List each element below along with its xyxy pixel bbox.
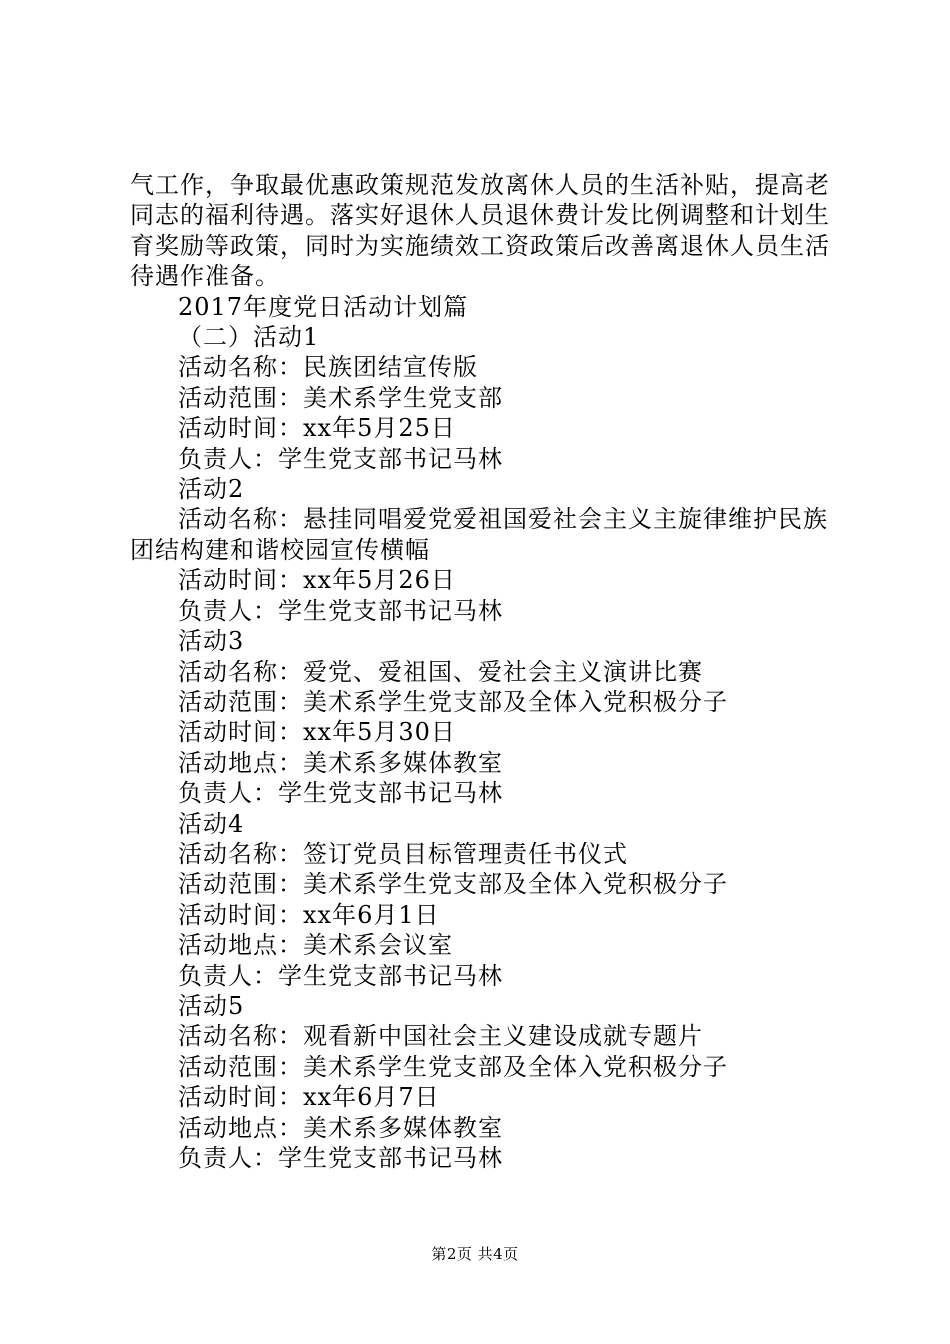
- activity-owner: 负责人：学生党支部书记马林: [178, 961, 503, 990]
- activity-time: 活动时间：xx年6月1日: [178, 900, 440, 929]
- activity-heading: 活动4: [178, 809, 245, 838]
- paragraph-continuation: 气工作，争取最优惠政策规范发放离休人员的生活补贴，提高老同志的福利待遇。落实好退休人员退休费计发比例调整和计划生育奖励等政策，同时为实施绩效工资政策后改善离退休人员生活待遇作准备。: [130, 171, 830, 291]
- page-footer: [0, 1244, 950, 1264]
- activity-time: 活动时间：xx年5月25日: [178, 414, 456, 443]
- activity-owner: 负责人：学生党支部书记马林: [178, 779, 503, 808]
- activity-name: 活动名称：签订党员目标管理责任书仪式: [178, 839, 628, 868]
- page-number: 第2页 共4页: [431, 1245, 519, 1263]
- activity-owner: 负责人：学生党支部书记马林: [178, 596, 503, 625]
- document-body: [130, 170, 830, 1173]
- activity-name: 活动名称：民族团结宣传版: [178, 353, 478, 382]
- activity-scope: 活动范围：美术系学生党支部: [178, 383, 503, 412]
- activity-location: 活动地点：美术系多媒体教室: [178, 748, 503, 777]
- activity-heading: （二）活动1: [178, 323, 320, 352]
- activity-time: 活动时间：xx年6月7日: [178, 1083, 440, 1112]
- activity-name: 活动名称：悬挂同唱爱党爱祖国爱社会主义主旋律维护民族团结构建和谐校园宣传横幅: [130, 505, 828, 564]
- activity-owner: 负责人：学生党支部书记马林: [178, 444, 503, 473]
- activity-scope: 活动范围：美术系学生党支部及全体入党积极分子: [178, 1052, 728, 1081]
- activity-name: 活动名称：爱党、爱祖国、爱社会主义演讲比赛: [178, 657, 703, 686]
- activity-heading: 活动3: [178, 627, 245, 656]
- activity-location: 活动地点：美术系会议室: [178, 931, 453, 960]
- activity-heading: 活动5: [178, 991, 245, 1020]
- activity-time: 活动时间：xx年5月30日: [178, 718, 456, 747]
- activity-location: 活动地点：美术系多媒体教室: [178, 1113, 503, 1142]
- activity-time: 活动时间：xx年5月26日: [178, 566, 456, 595]
- activity-scope: 活动范围：美术系学生党支部及全体入党积极分子: [178, 870, 728, 899]
- activity-owner: 负责人：学生党支部书记马林: [178, 1144, 503, 1172]
- section-title: 2017年度党日活动计划篇: [178, 292, 469, 321]
- activity-scope: 活动范围：美术系学生党支部及全体入党积极分子: [178, 687, 728, 716]
- activity-name: 活动名称：观看新中国社会主义建设成就专题片: [178, 1022, 703, 1051]
- activity-heading: 活动2: [178, 475, 245, 504]
